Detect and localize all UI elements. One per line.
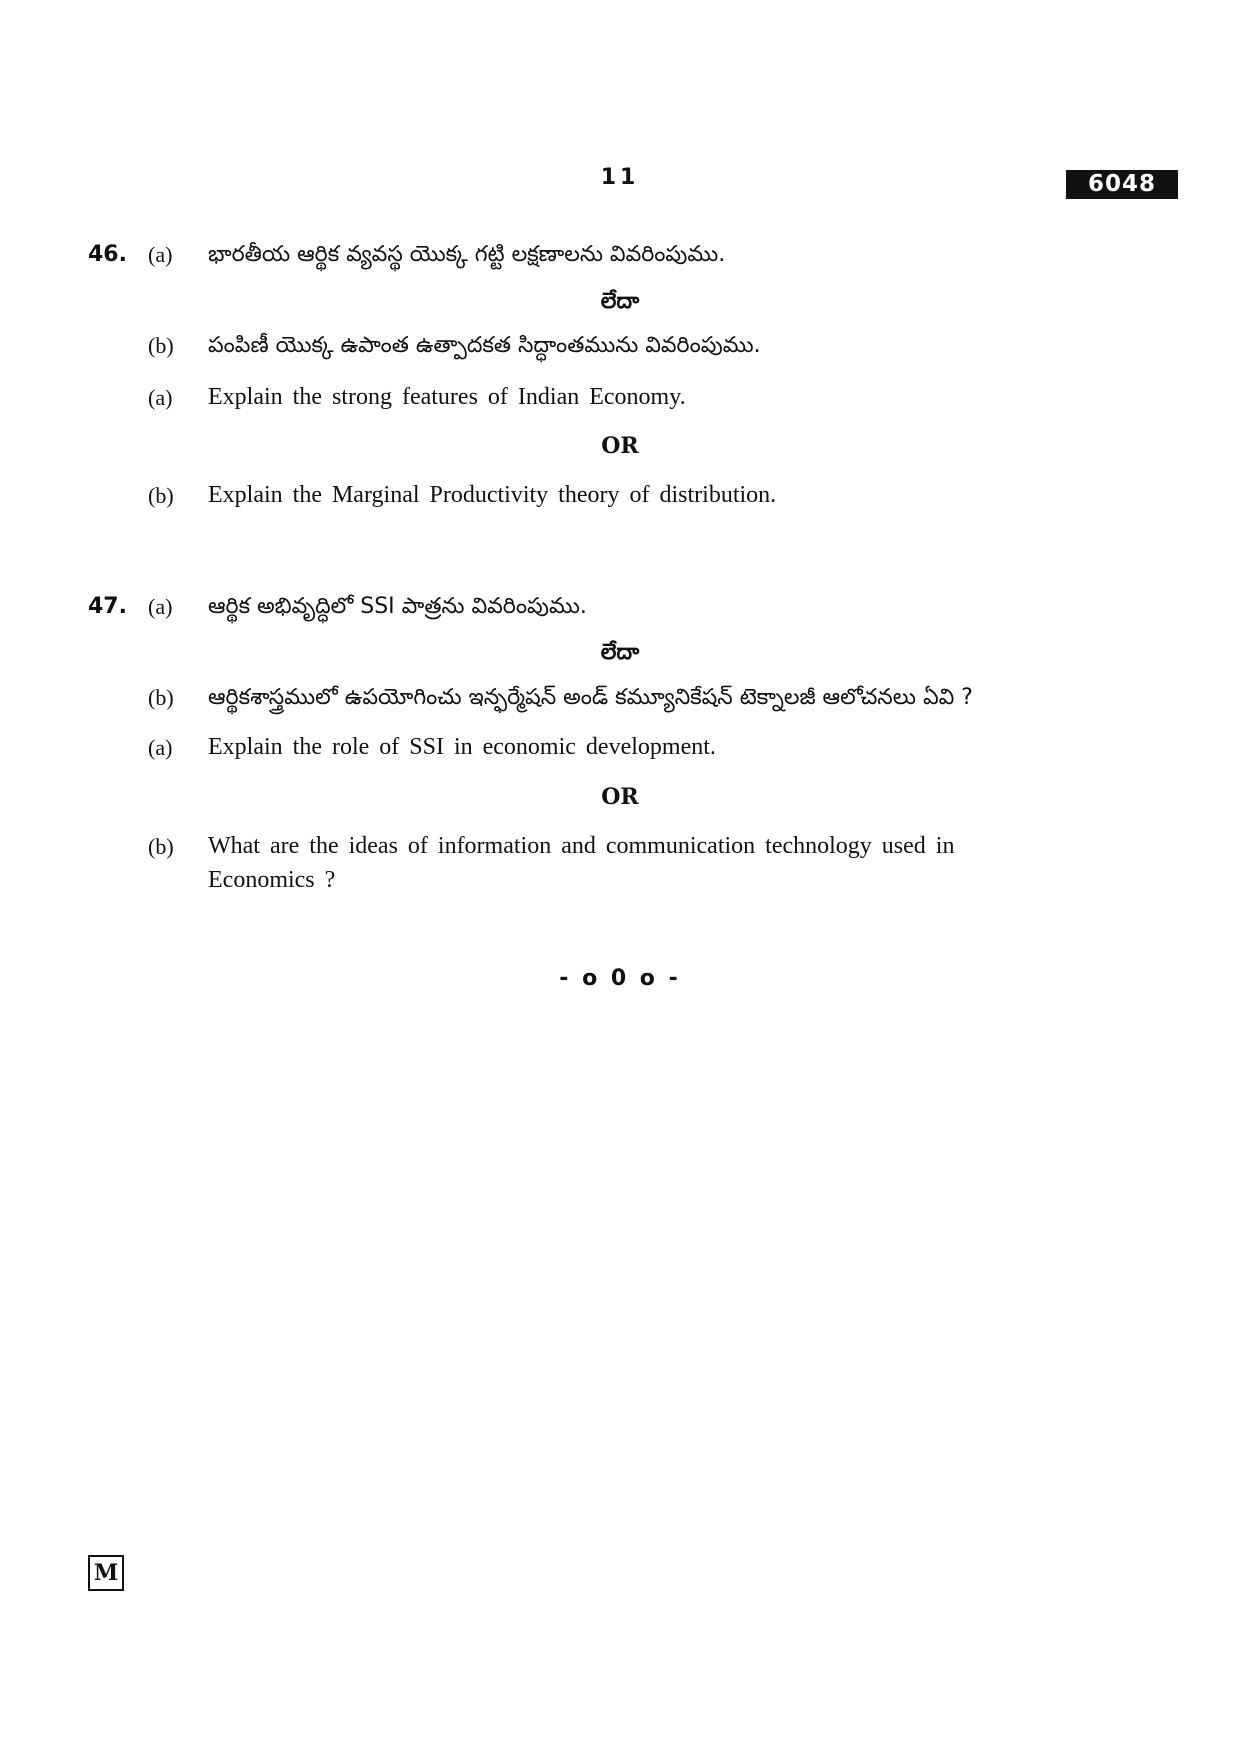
- q47-english-a-label: (a): [148, 735, 173, 760]
- q46-english-or: OR: [601, 433, 639, 459]
- q47-telugu-b-label: (b): [148, 685, 174, 710]
- q46-english-a-text: Explain the strong features of Indian Economy.: [208, 384, 686, 410]
- q47-telugu-b-text: ఆర్థికశాస్త్రములో ఉపయోగించు ఇన్ఫర్మేషన్ అండ్ కమ్యూనికేషన్ టెక్నాలజీ ఆలోచనలు ఏవి ?: [208, 685, 973, 710]
- q46-telugu-b-label: (b): [148, 333, 174, 358]
- q47-english-or: OR: [601, 784, 639, 810]
- q47-english-a-text: Explain the role of SSI in economic development.: [208, 734, 716, 760]
- q47-telugu-a-label: (a): [148, 594, 173, 619]
- question-46-number: 46.: [88, 242, 127, 267]
- end-of-paper-mark: - o 0 o -: [559, 966, 681, 991]
- question-47-number: 47.: [88, 594, 127, 619]
- q46-telugu-a-label: (a): [148, 242, 173, 267]
- corner-mark-box: M: [88, 1555, 124, 1591]
- q46-english-b-label: (b): [148, 483, 174, 508]
- q46-english-b-text: Explain the Marginal Productivity theory of distribution.: [208, 482, 777, 508]
- q46-english-a-label: (a): [148, 385, 173, 410]
- paper-code-badge: 6048: [1066, 170, 1178, 199]
- q47-telugu-or: లేదా: [600, 640, 640, 665]
- q47-english-b-text-line2: Economics ?: [208, 867, 336, 893]
- q46-telugu-or: లేదా: [600, 289, 640, 314]
- page-number: 11: [600, 165, 640, 190]
- q46-telugu-b-text: పంపిణీ యొక్క ఉపాంత ఉత్పాదకత సిద్ధాంతమును వివరింపుము.: [208, 333, 761, 358]
- q47-english-b-text-line1: What are the ideas of information and communication technology used in: [208, 833, 955, 859]
- q46-telugu-a-text: భారతీయ ఆర్థిక వ్యవస్థ యొక్క గట్టి లక్షణాలను వివరింపుము.: [208, 242, 726, 267]
- q47-english-b-label: (b): [148, 834, 174, 859]
- q47-telugu-a-text: ఆర్థిక అభివృద్ధిలో SSI పాత్రను వివరింపుము.: [208, 594, 587, 619]
